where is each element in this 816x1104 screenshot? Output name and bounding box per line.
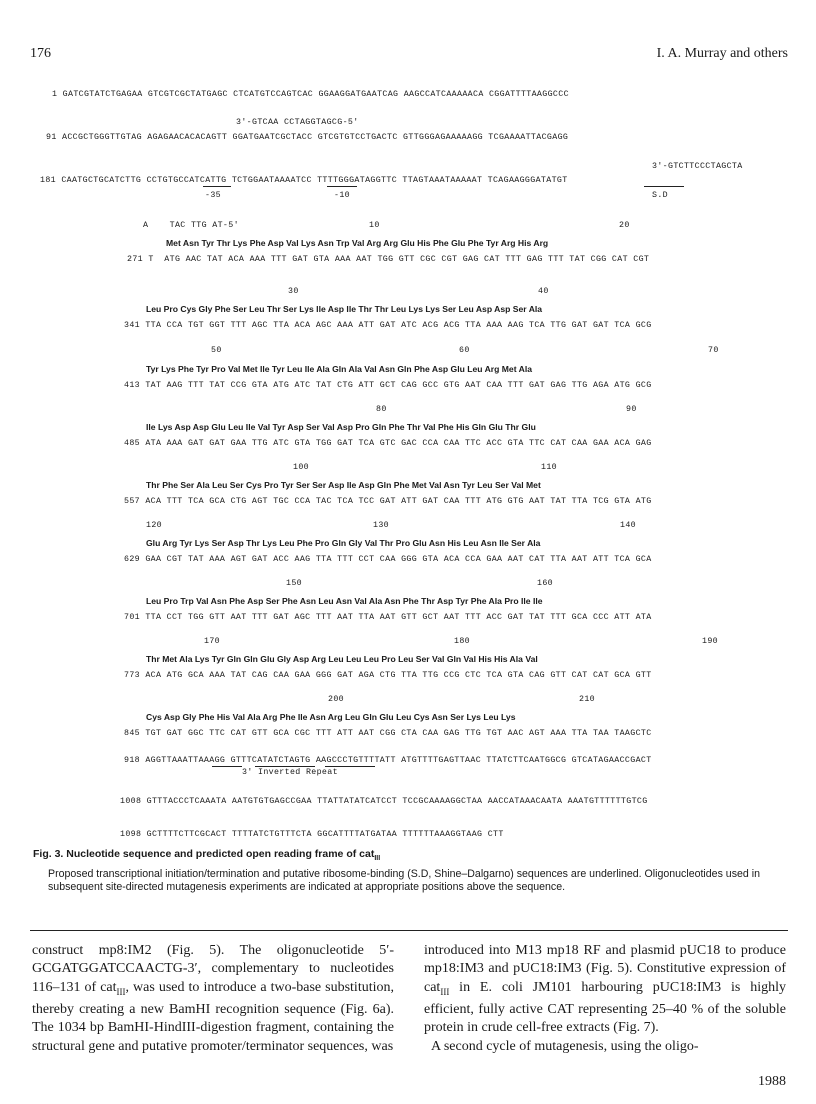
residue-number: 140 — [620, 521, 636, 530]
amino-acid-line: Tyr Lys Phe Tyr Pro Val Met Ile Tyr Leu Ile Ala Gln Ala Val Asn Gln Phe Asp Glu Leu Arg Met Ala — [146, 364, 533, 374]
shine-dalgarno-label: S.D — [652, 191, 668, 200]
sequence-line: 918 AGGTTAAATTAAAGG GTTTCATATCTAGTG AAGCCCTGTTTTATT ATGTTTTGAGTTAAC TTATCTTCAATGGCG GTCATAGAACCGACT — [124, 756, 652, 765]
body-left-column: construct mp8:IM2 (Fig. 5). The oligonucleotide 5′-GCGATGGATCCAACTG-3′, complementary to nucleotides 116–131 of cat$_{III}$, was used to introduce a two-base substitution, thereby creating a new BamHI recognition sequence (Fig. 6a). The 1034 bp BamHI-HindIII-digestion fragment, containing the structural gene and putative promoter/terminator sequences, was — [32, 943, 394, 1054]
residue-number: 50 — [211, 346, 222, 355]
sequence-line: 181 CAATGCTGCATCTTG CCTGTGCCATCATTG TCTGGAATAAAATCC TTTTGGGATAGGTTC TTAGTAAATAAAAAT TCAGAAGGGATATGT — [40, 176, 568, 185]
nucleotide-line: 773 ACA ATG GCA AAA TAT CAG CAA GAA GGG GAT AGA CTG TTA TTG CCG CTC TCA GTA CAG GTT CAT CAT GCA GTT — [124, 671, 652, 680]
nucleotide-line: 413 TAT AAG TTT TAT CCG GTA ATG ATC TAT CTG ATT GCT CAG GCC GTG AAT CAA TTT GAT GAG TTG AGA ATG GCG — [124, 381, 652, 390]
residue-number: 100 — [293, 463, 309, 472]
residue-number: 60 — [459, 346, 470, 355]
nucleotide-line: 629 GAA CGT TAT AAA AGT GAT ACC AAG TTA TTT CCT CAA GGG GTA ACA CCA GAA AAT CAT TTA AAT ATT TCA GCA — [124, 555, 652, 564]
inverted-repeat-label: 3' Inverted Repeat — [242, 768, 338, 777]
residue-number: 130 — [373, 521, 389, 530]
residue-number: 190 — [702, 637, 718, 646]
residue-number: 20 — [619, 221, 630, 230]
residue-number: 30 — [288, 287, 299, 296]
nucleotide-line: 485 ATA AAA GAT GAT GAA TTG ATC GTA TGG GAT TCA GTC GAC CCA CAA TTC ACC GTA TTC CAT CAA GAA ACA GAG — [124, 439, 652, 448]
sequence-line: 1 GATCGTATCTGAGAA GTCGTCGCTATGAGC CTCATGTCCAGTCAC GGAAGGATGAATCAG AAGCCATCAAAAACA CGGATTTTAAGGCCC — [52, 90, 569, 99]
residue-number: 210 — [579, 695, 595, 704]
residue-number: 110 — [541, 463, 557, 472]
residue-number: 10 — [369, 221, 380, 230]
sequence-line: 1098 GCTTTTCTTCGCACT TTTTATCTGTTTCTA GGCATTTTATGATAA TTTTTTAAAGGTAAG CTT — [120, 830, 504, 839]
running-title: I. A. Murray and others — [656, 46, 788, 61]
underline-repeat — [212, 766, 242, 767]
residue-number: 70 — [708, 346, 719, 355]
sequence-line: 91 ACCGCTGGGTTGTAG AGAGAACACACAGTT GGATGAATCGCTACC GTCGTGTCCTGACTC GTTGGGAGAAAAAGG TCGAAAATTACGAGG — [46, 133, 569, 142]
residue-number: 80 — [376, 405, 387, 414]
body-right-column: introduced into M13 mp18 RF and plasmid pUC18 to produce mp18:IM3 and pUC18:IM3 (Fig. 5). Constitutive expression of cat$_{III}$ in E. coli JM101 harbouring pUC18:IM3 is highly efficient, fully active CAT representing 25–40 % of the soluble protein in crude cell-free extracts (Fig. 7). A second cycle of mutagenesis, using the oligo- — [424, 943, 786, 1054]
residue-number: 200 — [328, 695, 344, 704]
oligonucleotide-label: 3'-GTCTTCCCTAGCTA — [652, 162, 743, 171]
underline-repeat — [325, 766, 375, 767]
nucleotide-line: 557 ACA TTT TCA GCA CTG AGT TGC CCA TAC TCA TCC GAT ATT GAT CAA TTT ATG GTG AAT TAT TTA TCG GTA ATG — [124, 497, 652, 506]
amino-acid-line: Glu Arg Tyr Lys Ser Asp Thr Lys Leu Phe Pro Gln Gly Val Thr Pro Glu Asn His Leu Asn Ile Ser Ala — [146, 538, 541, 548]
residue-number: 150 — [286, 579, 302, 588]
amino-acid-line: Thr Met Ala Lys Tyr Gln Gln Glu Gly Asp Arg Leu Leu Leu Pro Leu Ser Val Gln Val His His Ala Val — [146, 654, 538, 664]
oligonucleotide-label: 3'-GTCAA CCTAGGTAGCG-5' — [236, 118, 359, 127]
figure-title: Fig. 3. Nucleotide sequence and predicted open reading frame of cat$_{III}$ — [33, 848, 381, 863]
oligonucleotide-label: A TAC TTG AT-5' — [143, 221, 239, 230]
amino-acid-line: Leu Pro Trp Val Asn Phe Asp Ser Phe Asn Leu Asn Val Ala Asn Phe Thr Asp Tyr Phe Ala Pro Ile Ile — [146, 596, 543, 606]
figure-caption: Proposed transcriptional initiation/termination and putative ribosome-binding (S.D, Shine–Dalgarno) sequences are underlined. Oligonucleotides used in subsequent site-directed mutagenesis experiments are indicated at appropriate positions above the sequence. — [48, 868, 760, 893]
underline-minus10 — [327, 186, 357, 187]
nucleotide-line: 845 TGT GAT GGC TTC CAT GTT GCA CGC TTT ATT AAT CGG CTA CAA GAG TTG TGT AAC AGT AAA TTA TAA TAAGCTC — [124, 729, 652, 738]
nucleotide-line: 701 TTA CCT TGG GTT AAT TTT GAT AGC TTT AAT TTA AAT GTT GCT AAT TTT ACC GAT TAT TTT GCA CCC ATT ATA — [124, 613, 652, 622]
section-divider — [30, 930, 788, 931]
nucleotide-line: 271 T ATG AAC TAT ACA AAA TTT GAT GTA AAA AAT TGG GTT CGC CGT GAG CAT TTT GAG TTT TAT CGG CAT CGT — [127, 255, 650, 264]
amino-acid-line: Ile Lys Asp Asp Glu Leu Ile Val Tyr Asp Ser Val Asp Pro Gln Phe Thr Val Phe His Gln Glu Thr Glu — [146, 422, 536, 432]
underline-minus35 — [203, 186, 231, 187]
residue-number: 160 — [537, 579, 553, 588]
amino-acid-line: Thr Phe Ser Ala Leu Ser Cys Pro Tyr Ser Ser Asp Ile Asp Gln Phe Met Val Asn Tyr Leu Ser Val Met — [146, 480, 541, 490]
amino-acid-line: Cys Asp Gly Phe His Val Ala Arg Phe Ile Asn Arg Leu Gln Glu Leu Cys Asn Ser Lys Leu Lys — [146, 712, 516, 722]
residue-number: 170 — [204, 637, 220, 646]
amino-acid-line: Leu Pro Cys Gly Phe Ser Leu Thr Ser Lys Ile Asp Ile Thr Thr Leu Lys Lys Ser Leu Asp Asp Ser Ala — [146, 304, 543, 314]
nucleotide-line: 341 TTA CCA TGT GGT TTT AGC TTA ACA AGC AAA ATT GAT ATC ACG ACG TTA AAA AAG TCA TTG GAT GAT TCA GCG — [124, 321, 652, 330]
underline-sd — [644, 186, 684, 187]
residue-number: 180 — [454, 637, 470, 646]
residue-number: 120 — [146, 521, 162, 530]
minus10-label: -10 — [334, 191, 350, 200]
page-number: 176 — [30, 46, 51, 61]
year-footer: 1988 — [758, 1074, 786, 1089]
minus35-label: -35 — [205, 191, 221, 200]
residue-number: 40 — [538, 287, 549, 296]
amino-acid-line: Met Asn Tyr Thr Lys Phe Asp Val Lys Asn Trp Val Arg Arg Glu His Phe Glu Phe Tyr Arg His Arg — [166, 238, 549, 248]
residue-number: 90 — [626, 405, 637, 414]
underline-repeat — [255, 766, 315, 767]
sequence-line: 1008 GTTTACCCTCAAATA AATGTGTGAGCCGAA TTATTATATCATCCT TCCGCAAAAGGCTAA AACCATAAACAATA AAATGTTTTTTGTCG — [120, 797, 648, 806]
